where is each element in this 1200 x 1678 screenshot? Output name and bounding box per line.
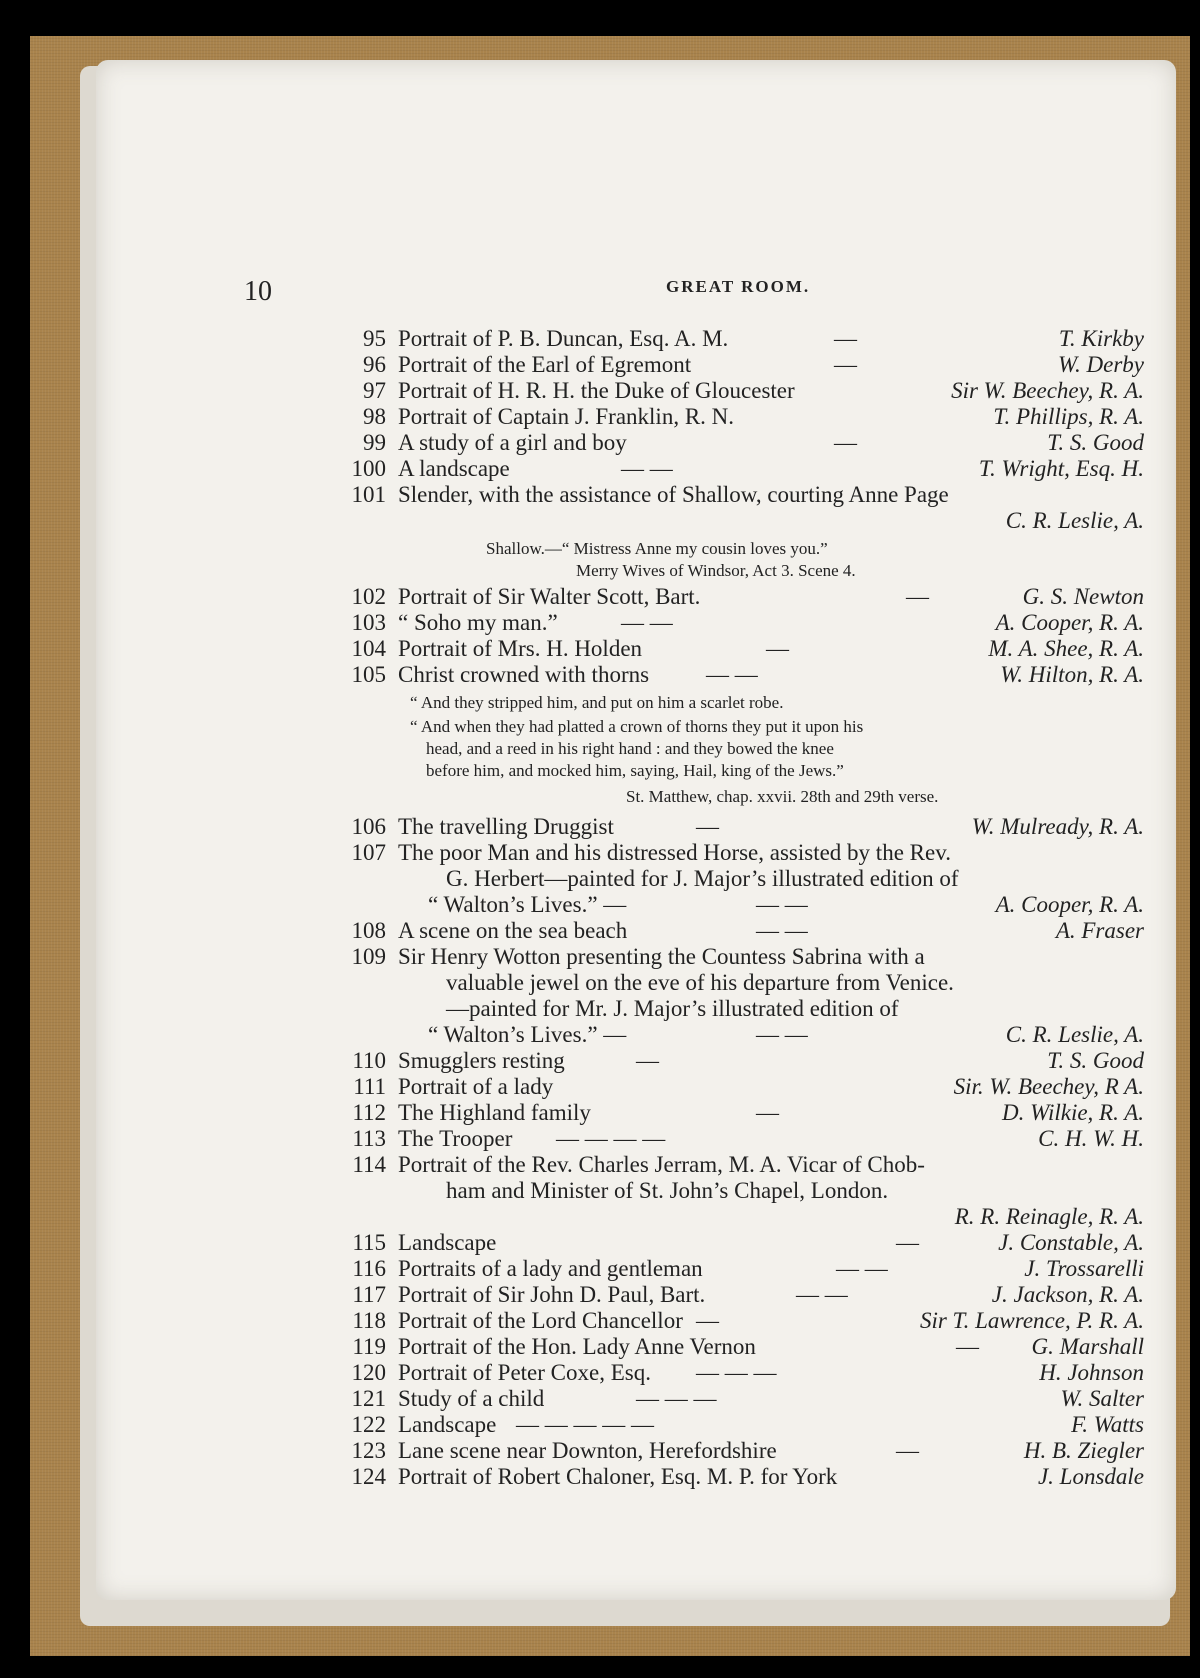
entry-number: 99 bbox=[363, 430, 386, 455]
entry-number: 100 bbox=[351, 456, 386, 481]
entry-dash: — bbox=[834, 352, 857, 377]
entry-number: 101 bbox=[351, 482, 386, 507]
entry-title: “ Soho my man.” bbox=[398, 610, 558, 635]
entry-artist: J. Lonsdale bbox=[1037, 1464, 1144, 1489]
entry-title: The poor Man and his distressed Horse, assisted by the Rev. bbox=[398, 840, 951, 865]
quote-105 bbox=[336, 688, 1144, 814]
entry-title: Study of a child bbox=[398, 1386, 545, 1411]
entry-list bbox=[336, 326, 1144, 1490]
entry-number: 105 bbox=[351, 662, 386, 687]
entry-artist: D. Wilkie, R. A. bbox=[1001, 1100, 1144, 1125]
entry-title: Christ crowned with thorns bbox=[398, 662, 650, 687]
entry-number: 108 bbox=[351, 918, 386, 943]
entry-row bbox=[336, 352, 1144, 378]
quote-line: before him, and mocked him, saying, Hail, king of the Jews.” bbox=[426, 761, 844, 780]
entry-artist: A. Cooper, R. A. bbox=[995, 892, 1144, 917]
quote-line: “ And when they had platted a crown of thorns they put it upon his bbox=[410, 717, 864, 736]
entry-artist: W. Salter bbox=[1060, 1386, 1144, 1411]
entry-dash: — bbox=[766, 636, 789, 661]
entry-title: Portrait of Robert Chaloner, Esq. M. P. for York bbox=[398, 1464, 838, 1489]
entry-number: 113 bbox=[352, 1126, 386, 1151]
entry-dash: — — bbox=[796, 1282, 848, 1307]
entry-continuation bbox=[336, 970, 1144, 996]
entry-row bbox=[336, 636, 1144, 662]
entry-artist: J. Constable, A. bbox=[998, 1230, 1144, 1255]
entry-artist: T. Kirkby bbox=[1058, 326, 1144, 351]
entry-dash: — — — — bbox=[556, 1126, 666, 1151]
quote-line: “ And they stripped him, and put on him a scarlet robe. bbox=[410, 693, 784, 712]
entry-number: 106 bbox=[351, 814, 386, 839]
entry-artist: Sir T. Lawrence, P. R. A. bbox=[919, 1308, 1144, 1333]
entry-dash: — — bbox=[706, 662, 758, 687]
entry-title: The travelling Druggist bbox=[398, 814, 614, 839]
entry-row bbox=[336, 1308, 1144, 1334]
entry-continuation bbox=[336, 996, 1144, 1022]
entry-number: 112 bbox=[352, 1100, 386, 1125]
entry-row bbox=[336, 1152, 1144, 1178]
entry-title: The Trooper bbox=[398, 1126, 513, 1151]
entry-title-line: valuable jewel on the eve of his departure from Venice. bbox=[446, 970, 954, 995]
page-heading: GREAT ROOM. bbox=[666, 277, 811, 296]
entry-title-line: —painted for Mr. J. Major’s illustrated edition of bbox=[446, 996, 899, 1021]
entry-row bbox=[336, 1386, 1144, 1412]
entry-title: Sir Henry Wotton presenting the Countess Sabrina with a bbox=[398, 944, 925, 969]
entry-row bbox=[336, 1100, 1144, 1126]
entry-title: Portrait of Captain J. Franklin, R. N. bbox=[398, 404, 735, 429]
entry-artist: H. B. Ziegler bbox=[1023, 1438, 1144, 1463]
entry-artist: T. S. Good bbox=[1047, 430, 1144, 455]
entry-continuation bbox=[336, 1178, 1144, 1204]
entry-dash: — — — bbox=[636, 1386, 717, 1411]
entry-114-artist-row bbox=[336, 1204, 1144, 1230]
entry-title: A landscape bbox=[398, 456, 510, 481]
entry-title: A study of a girl and boy bbox=[398, 430, 627, 455]
entry-title: Portrait of the Rev. Charles Jerram, M. A. Vicar of Chob- bbox=[398, 1152, 925, 1177]
catalogue-page bbox=[96, 60, 1176, 1600]
entry-artist: J. Jackson, R. A. bbox=[991, 1282, 1144, 1307]
entry-title: Portrait of the Lord Chancellor bbox=[398, 1308, 683, 1333]
entry-row bbox=[336, 404, 1144, 430]
entry-row bbox=[336, 1360, 1144, 1386]
quote-line: Shallow.—“ Mistress Anne my cousin loves you.” bbox=[486, 539, 828, 558]
entry-artist: C. R. Leslie, A. bbox=[1005, 1022, 1144, 1047]
entry-artist: A. Fraser bbox=[1055, 918, 1144, 943]
entry-row bbox=[336, 662, 1144, 688]
entry-number: 107 bbox=[351, 840, 386, 865]
entry-dash: — — — bbox=[696, 1360, 777, 1385]
entry-dash: — bbox=[906, 584, 929, 609]
entry-artist: Sir. W. Beechey, R A. bbox=[953, 1074, 1144, 1099]
entry-title-line: “ Walton’s Lives.” — bbox=[428, 1022, 627, 1047]
entry-row bbox=[336, 1412, 1144, 1438]
entry-row bbox=[336, 378, 1144, 404]
entry-continuation bbox=[336, 892, 1144, 918]
entry-artist: T. Phillips, R. A. bbox=[993, 404, 1144, 429]
entry-number: 119 bbox=[352, 1334, 386, 1359]
entry-title: Portrait of Sir John D. Paul, Bart. bbox=[398, 1282, 706, 1307]
entry-row bbox=[336, 1334, 1144, 1360]
entry-title: Lane scene near Downton, Herefordshire bbox=[398, 1438, 777, 1463]
quote-101 bbox=[336, 534, 1144, 584]
entry-number: 123 bbox=[351, 1438, 386, 1463]
entry-number: 103 bbox=[351, 610, 386, 635]
entry-title: Smugglers resting bbox=[398, 1048, 565, 1073]
entry-row bbox=[336, 1230, 1144, 1256]
entry-dash: — — bbox=[836, 1256, 888, 1281]
entry-artist: H. Johnson bbox=[1039, 1360, 1144, 1385]
entry-artist: R. R. Reinagle, R. A. bbox=[954, 1204, 1144, 1229]
entry-row bbox=[336, 944, 1144, 970]
entry-artist: G. Marshall bbox=[1031, 1334, 1144, 1359]
entry-number: 111 bbox=[353, 1074, 386, 1099]
entry-number: 116 bbox=[352, 1256, 386, 1281]
entry-number: 121 bbox=[351, 1386, 386, 1411]
entry-title: Portrait of the Hon. Lady Anne Vernon bbox=[398, 1334, 756, 1359]
entry-dash: — bbox=[696, 1308, 719, 1333]
entry-title: Portrait of Mrs. H. Holden bbox=[398, 636, 643, 661]
entry-number: 104 bbox=[351, 636, 386, 661]
entry-dash: — — bbox=[756, 1022, 808, 1047]
entry-title: Portrait of Peter Coxe, Esq. bbox=[398, 1360, 651, 1385]
entry-dash: — — bbox=[621, 456, 673, 481]
entry-number: 117 bbox=[352, 1282, 386, 1307]
entry-continuation bbox=[336, 866, 1144, 892]
entry-title: Portrait of a lady bbox=[398, 1074, 554, 1099]
entry-dash: — — bbox=[621, 610, 673, 635]
entry-row bbox=[336, 918, 1144, 944]
entry-title: Portrait of P. B. Duncan, Esq. A. M. bbox=[398, 326, 729, 351]
entry-dash: — bbox=[834, 326, 857, 351]
entry-artist: T. S. Good bbox=[1047, 1048, 1144, 1073]
entry-row bbox=[336, 1126, 1144, 1152]
entry-artist: W. Hilton, R. A. bbox=[1000, 662, 1144, 687]
entry-row bbox=[336, 482, 1144, 508]
entry-row bbox=[336, 814, 1144, 840]
entry-dash: — — — — — bbox=[516, 1412, 654, 1437]
entry-number: 118 bbox=[352, 1308, 386, 1333]
entry-number: 120 bbox=[351, 1360, 386, 1385]
entry-dash: — — bbox=[756, 892, 808, 917]
entry-artist: Sir W. Beechey, R. A. bbox=[951, 378, 1144, 403]
entry-row bbox=[336, 456, 1144, 482]
entry-artist: M. A. Shee, R. A. bbox=[988, 636, 1144, 661]
entry-row bbox=[336, 840, 1144, 866]
entry-artist: A. Cooper, R. A. bbox=[995, 610, 1144, 635]
entry-title-line: “ Walton’s Lives.” — bbox=[428, 892, 627, 917]
entry-row bbox=[336, 1074, 1144, 1100]
entry-title-line: ham and Minister of St. John’s Chapel, London. bbox=[446, 1178, 889, 1203]
entry-title: Portrait of Sir Walter Scott, Bart. bbox=[398, 584, 701, 609]
entry-number: 114 bbox=[352, 1152, 386, 1177]
entry-number: 115 bbox=[352, 1230, 386, 1255]
entry-artist: T. Wright, Esq. H. bbox=[978, 456, 1144, 481]
entry-dash: — bbox=[956, 1334, 979, 1359]
entry-dash: — bbox=[896, 1230, 919, 1255]
entry-number: 95 bbox=[363, 326, 386, 351]
entry-row bbox=[336, 610, 1144, 636]
entry-number: 122 bbox=[351, 1412, 386, 1437]
entry-title: Portrait of the Earl of Egremont bbox=[398, 352, 692, 377]
entry-dash: — bbox=[696, 814, 719, 839]
entry-artist: F. Watts bbox=[1071, 1412, 1144, 1437]
entry-artist: J. Trossarelli bbox=[1024, 1256, 1144, 1281]
entry-101-artist-row bbox=[336, 508, 1144, 534]
entry-number: 102 bbox=[351, 584, 386, 609]
entry-dash: — bbox=[834, 430, 857, 455]
entry-row bbox=[336, 1438, 1144, 1464]
entry-title: Landscape bbox=[398, 1412, 497, 1437]
entry-number: 109 bbox=[351, 944, 386, 969]
entry-title: Portrait of H. R. H. the Duke of Gloucester bbox=[398, 378, 795, 403]
entry-row bbox=[336, 430, 1144, 456]
entry-number: 97 bbox=[363, 378, 386, 403]
entry-dash: — bbox=[636, 1048, 659, 1073]
page-number: 10 bbox=[244, 276, 272, 307]
entry-number: 96 bbox=[363, 352, 386, 377]
quote-line: St. Matthew, chap. xxvii. 28th and 29th verse. bbox=[626, 787, 939, 806]
entry-row bbox=[336, 584, 1144, 610]
entry-artist: W. Derby bbox=[1057, 352, 1144, 377]
entry-row bbox=[336, 326, 1144, 352]
entry-row bbox=[336, 1464, 1144, 1490]
entry-title: The Highland family bbox=[398, 1100, 591, 1125]
entry-row bbox=[336, 1048, 1144, 1074]
entry-row bbox=[336, 1282, 1144, 1308]
entry-dash: — bbox=[896, 1438, 919, 1463]
entry-number: 124 bbox=[351, 1464, 386, 1489]
entry-artist: G. S. Newton bbox=[1022, 584, 1144, 609]
entry-dash: — — bbox=[756, 918, 808, 943]
entry-title: Portraits of a lady and gentleman bbox=[398, 1256, 703, 1281]
entry-dash: — bbox=[756, 1100, 779, 1125]
entry-title: Slender, with the assistance of Shallow, courting Anne Page bbox=[398, 482, 949, 507]
entry-title: A scene on the sea beach bbox=[398, 918, 628, 943]
entry-title-line: G. Herbert—painted for J. Major’s illustrated edition of bbox=[446, 866, 959, 891]
entry-artist: C. R. Leslie, A. bbox=[1005, 508, 1144, 533]
entry-number: 110 bbox=[352, 1048, 386, 1073]
entry-row bbox=[336, 1256, 1144, 1282]
entry-number: 98 bbox=[363, 404, 386, 429]
quote-line: head, and a reed in his right hand : and they bowed the knee bbox=[426, 739, 834, 758]
entry-artist: W. Mulready, R. A. bbox=[971, 814, 1144, 839]
entry-title: Landscape bbox=[398, 1230, 497, 1255]
entry-artist: C. H. W. H. bbox=[1038, 1126, 1144, 1151]
entry-continuation bbox=[336, 1022, 1144, 1048]
quote-line: Merry Wives of Windsor, Act 3. Scene 4. bbox=[576, 561, 856, 580]
